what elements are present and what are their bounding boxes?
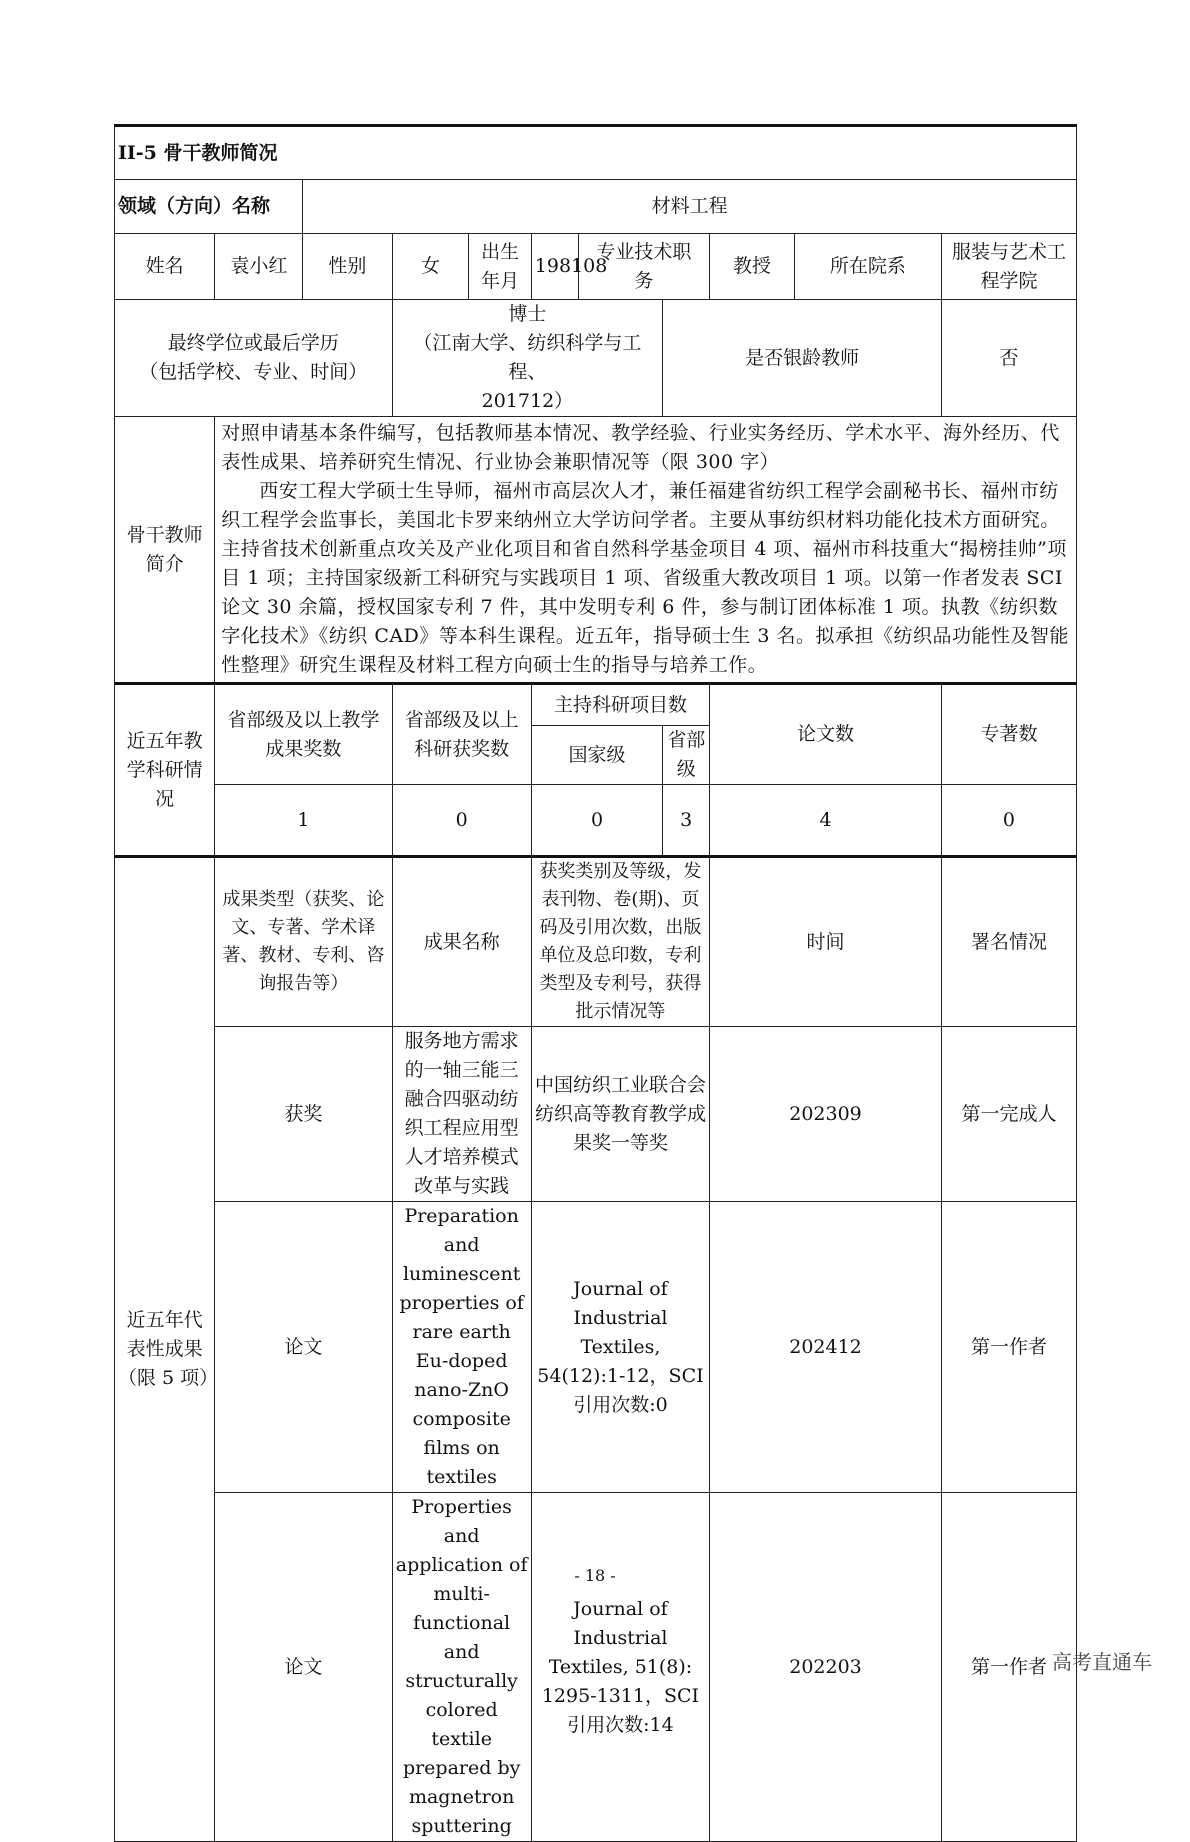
section-header-row (115, 126, 1077, 180)
intro-body: 西安工程大学硕士生导师，福州市高层次人才，兼任福建省纺织工程学会副秘书长、福州市纺织工程学会监事长，美国北卡罗来纳州立大学访问学者。主要从事纺织材料功能化技术方面研究。主持省技术创新重点攻关及产业化项目和省自然科学基金项目 4 项、福州市科技重大“揭榜挂帅”项目 1 项；主持国家级新工科研究与实践项目 1 项、省级重大教改项目 1 项。以第一作者发表 SCI 论文 30 余篇，授权国家专利 7 件，其中发明专利 6 件，参与制订团体标准 1 项。执教《纺织数字化技术》《纺织 CAD》等本科生课程。近五年，指导硕士生 3 名。拟承担《纺织品功能性及智能性整理》研究生课程及材料工程方向硕士生的指导与培养工作。 (221, 480, 1069, 676)
achievement-type: 论文 (215, 1202, 392, 1493)
table-row (115, 1027, 1077, 1202)
silver-label: 是否银龄教师 (663, 300, 942, 417)
achievements-header-row (115, 857, 1077, 1027)
stats-label: 近五年教学科研情况 (115, 684, 215, 857)
achievement-author: 第一作者 (941, 1202, 1076, 1493)
national-value: 0 (531, 785, 663, 857)
table-row (115, 1493, 1077, 1842)
achievement-name: Properties and application of multi-functional and structurally colored textile prepared by magnetron sputtering (392, 1493, 531, 1842)
research-award-value: 0 (392, 785, 531, 857)
degree-value-line-3: 201712） (481, 390, 574, 412)
stats-values-row (115, 785, 1077, 857)
title-label: 专业技术职 务 (578, 234, 710, 300)
achievement-time: 202309 (710, 1027, 942, 1202)
achievement-author: 第一作者 (941, 1493, 1076, 1842)
achievement-detail: Journal of Industrial Textiles, 54(12):1-12，SCI 引用次数:0 (531, 1202, 709, 1493)
time-header: 时间 (710, 857, 942, 1027)
detail-header: 获奖类别及等级，发表刊物、卷(期)、页码及引用次数，出版单位及总印数，专利类型及专利号，获得批示情况等 (531, 857, 709, 1027)
teaching-award-value: 1 (215, 785, 392, 857)
intro-row (115, 417, 1077, 684)
research-award-header: 省部级及以上科研获奖数 (392, 684, 531, 785)
books-header: 专著数 (941, 684, 1076, 785)
field-label: 领域（方向）名称 (115, 180, 303, 234)
achievements-label: 近五年代表性成果（限 5 项） (115, 857, 215, 1842)
achievement-time: 202412 (710, 1202, 942, 1493)
page-number: - 18 - (574, 1566, 616, 1585)
national-header: 国家级 (531, 726, 663, 785)
author-header: 署名情况 (941, 857, 1076, 1027)
name-value: 袁小红 (215, 234, 303, 300)
title-value: 教授 (710, 234, 795, 300)
stats-header-row-1 (115, 684, 1077, 726)
achievement-time: 202203 (710, 1493, 942, 1842)
achievement-detail: Journal of Industrial Textiles, 51(8): 1295-1311，SCI 引用次数:14 (531, 1493, 709, 1842)
degree-row (115, 300, 1077, 417)
intro-instruction: 对照申请基本条件编写，包括教师基本情况、教学经验、行业实务经历、学术水平、海外经历、代表性成果、培养研究生情况、行业协会兼职情况等（限 300 字） (221, 422, 1060, 473)
teaching-award-header: 省部级及以上教学成果奖数 (215, 684, 392, 785)
basic-info-row (115, 234, 1077, 300)
projects-header: 主持科研项目数 (531, 684, 709, 726)
papers-value: 4 (710, 785, 942, 857)
achievement-type: 论文 (215, 1493, 392, 1842)
degree-label-line-2: （包括学校、专业、时间） (139, 361, 368, 383)
provincial-value: 3 (663, 785, 710, 857)
intro-content (215, 417, 1077, 684)
achievement-name: 服务地方需求的一轴三能三融合四驱动纺织工程应用型人才培养模式改革与实践 (392, 1027, 531, 1202)
gender-value: 女 (392, 234, 469, 300)
achievement-name: Preparation and luminescent properties of rare earth Eu-doped nano-ZnO composite films on textiles (392, 1202, 531, 1493)
books-value: 0 (941, 785, 1076, 857)
silver-value: 否 (941, 300, 1076, 417)
type-header: 成果类型（获奖、论文、专著、学术译著、教材、专利、咨询报告等） (215, 857, 392, 1027)
birth-value: 198108 (531, 234, 578, 300)
section-title: II-5 骨干教师简况 (115, 126, 1077, 180)
degree-value-line-2: （江南大学、纺织科学与工程、 (413, 332, 642, 383)
field-row (115, 180, 1077, 234)
watermark: 高考直通车 (1052, 1650, 1152, 1674)
gender-label: 性别 (303, 234, 392, 300)
achievement-author: 第一完成人 (941, 1027, 1076, 1202)
name-label: 姓名 (115, 234, 215, 300)
dept-label: 所在院系 (794, 234, 941, 300)
degree-value (392, 300, 663, 417)
name-header: 成果名称 (392, 857, 531, 1027)
field-value: 材料工程 (303, 180, 1077, 234)
degree-value-line-1: 博士 (508, 303, 547, 325)
papers-header: 论文数 (710, 684, 942, 785)
achievement-detail: 中国纺织工业联合会纺织高等教育教学成果奖一等奖 (531, 1027, 709, 1202)
achievement-type: 获奖 (215, 1027, 392, 1202)
provincial-header: 省部级 (663, 726, 710, 785)
birth-label: 出生年月 (469, 234, 531, 300)
degree-label (115, 300, 393, 417)
intro-label: 骨干教师简介 (115, 417, 215, 684)
dept-value: 服装与艺术工程学院 (941, 234, 1076, 300)
degree-label-line-1: 最终学位或最后学历 (167, 332, 339, 354)
table-row (115, 1202, 1077, 1493)
